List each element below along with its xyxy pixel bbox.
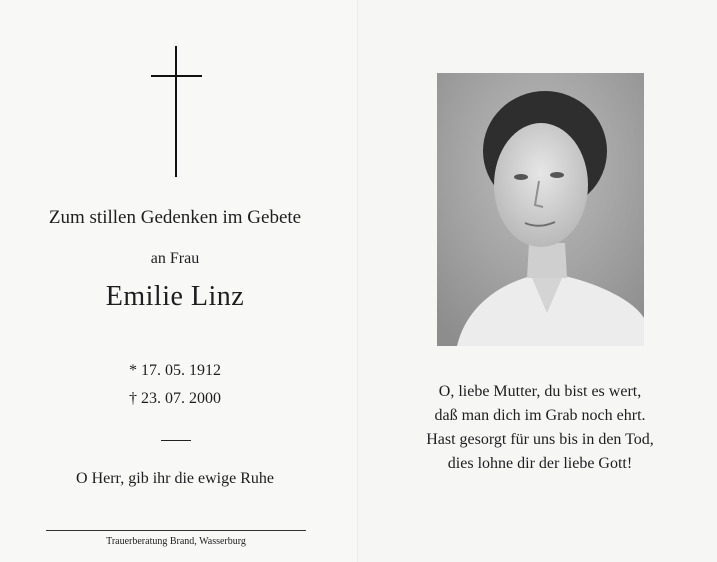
poem-line: O, liebe Mutter, du bist es wert, (438, 383, 642, 400)
poem-line: daß man dich im Grab noch ehrt. (434, 407, 646, 424)
cross-icon-bar (151, 75, 202, 77)
memorial-poem (380, 380, 700, 476)
memorial-heading: Zum stillen Gedenken im Gebete (48, 207, 302, 228)
poem-line: Hast gesorgt für uns bis in den Tod, (426, 431, 654, 448)
deceased-name: Emilie Linz (105, 281, 245, 312)
birth-date: * 17. 05. 1912 (129, 362, 221, 379)
portrait-photo (437, 73, 644, 346)
death-date: † 23. 07. 2000 (129, 390, 221, 407)
salutation: an Frau (150, 250, 200, 267)
funeral-home-credit: Trauerberatung Brand, Wasserburg (106, 536, 246, 547)
cross-icon (175, 46, 177, 177)
prayer-line: O Herr, gib ihr die ewige Ruhe (76, 470, 274, 487)
left-panel (0, 0, 358, 562)
poem-line: dies lohne dir der liebe Gott! (447, 455, 633, 472)
footer-divider (46, 530, 306, 531)
divider (161, 440, 191, 441)
